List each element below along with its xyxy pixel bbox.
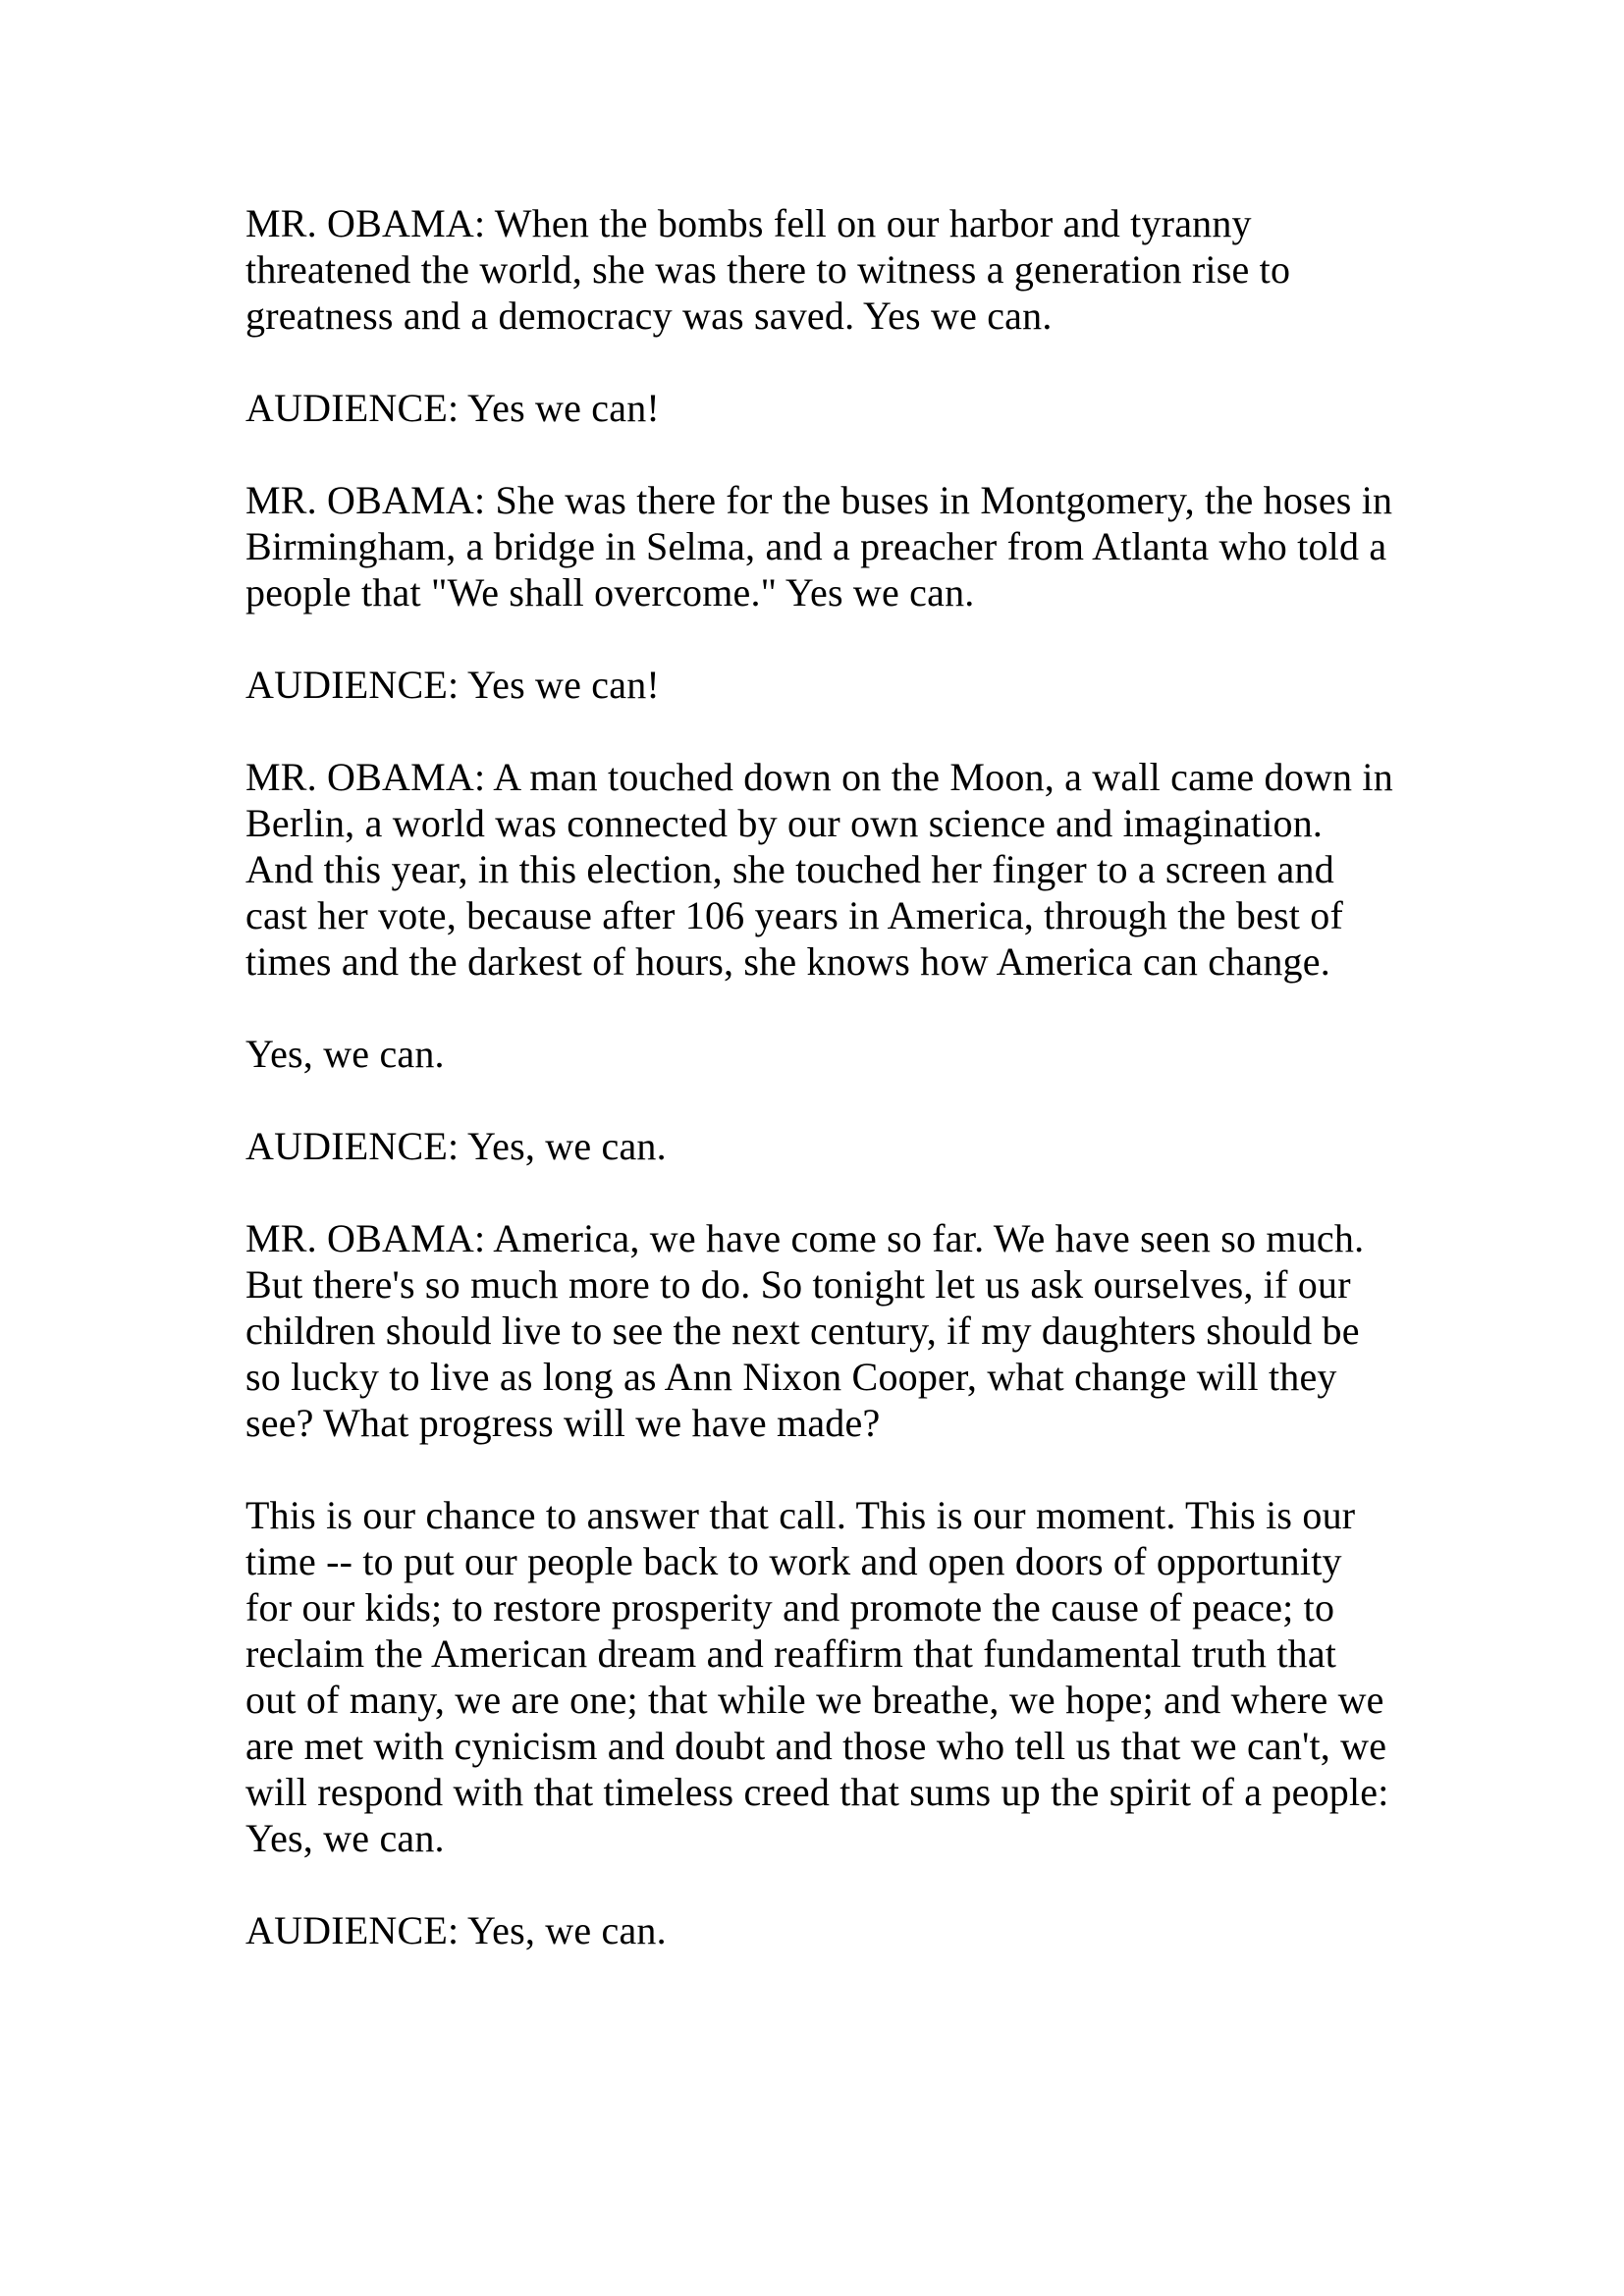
transcript-body [245,200,1396,1953]
transcript-paragraph: MR. OBAMA: She was there for the buses in Montgomery, the hoses in Birmingham, a bridge in Selma, and a preacher from Atlanta who told a people that "We shall overcome." Yes we can. [245,478,1393,614]
transcript-paragraph: Yes, we can. [245,1032,445,1076]
transcript-paragraph: MR. OBAMA: America, we have come so far. We have seen so much. But there's so much more to do. So tonight let us ask ourselves, if our children should live to see the next century, if my daughters should be so lucky to live as long as Ann Nixon Cooper, what change will they see? What progress will we have made? [245,1216,1365,1445]
transcript-paragraph: AUDIENCE: Yes we can! [245,386,660,430]
transcript-paragraph: This is our chance to answer that call. This is our moment. This is our time -- to put our people back to work and open doors of opportunity for our kids; to restore prosperity and promote the cause of peace; to reclaim the American dream and reaffirm that fundamental truth that out of many, we are one; that while we breathe, we hope; and where we are met with cynicism and doubt and those who tell us that we can't, we will respond with that timeless creed that sums up the spirit of a people: Yes, we can. [245,1493,1389,1860]
transcript-paragraph: MR. OBAMA: When the bombs fell on our harbor and tyranny threatened the world, she was there to witness a generation rise to greatness and a democracy was saved. Yes we can. [245,201,1291,338]
transcript-paragraph: MR. OBAMA: A man touched down on the Moon, a wall came down in Berlin, a world was connected by our own science and imagination. And this year, in this election, she touched her finger to a screen and cast her vote, because after 106 years in America, through the best of times and the darkest of hours, she knows how America can change. [245,755,1393,984]
transcript-paragraph: AUDIENCE: Yes, we can. [245,1124,667,1168]
transcript-paragraph: AUDIENCE: Yes, we can. [245,1908,667,1952]
transcript-paragraph: AUDIENCE: Yes we can! [245,663,660,707]
